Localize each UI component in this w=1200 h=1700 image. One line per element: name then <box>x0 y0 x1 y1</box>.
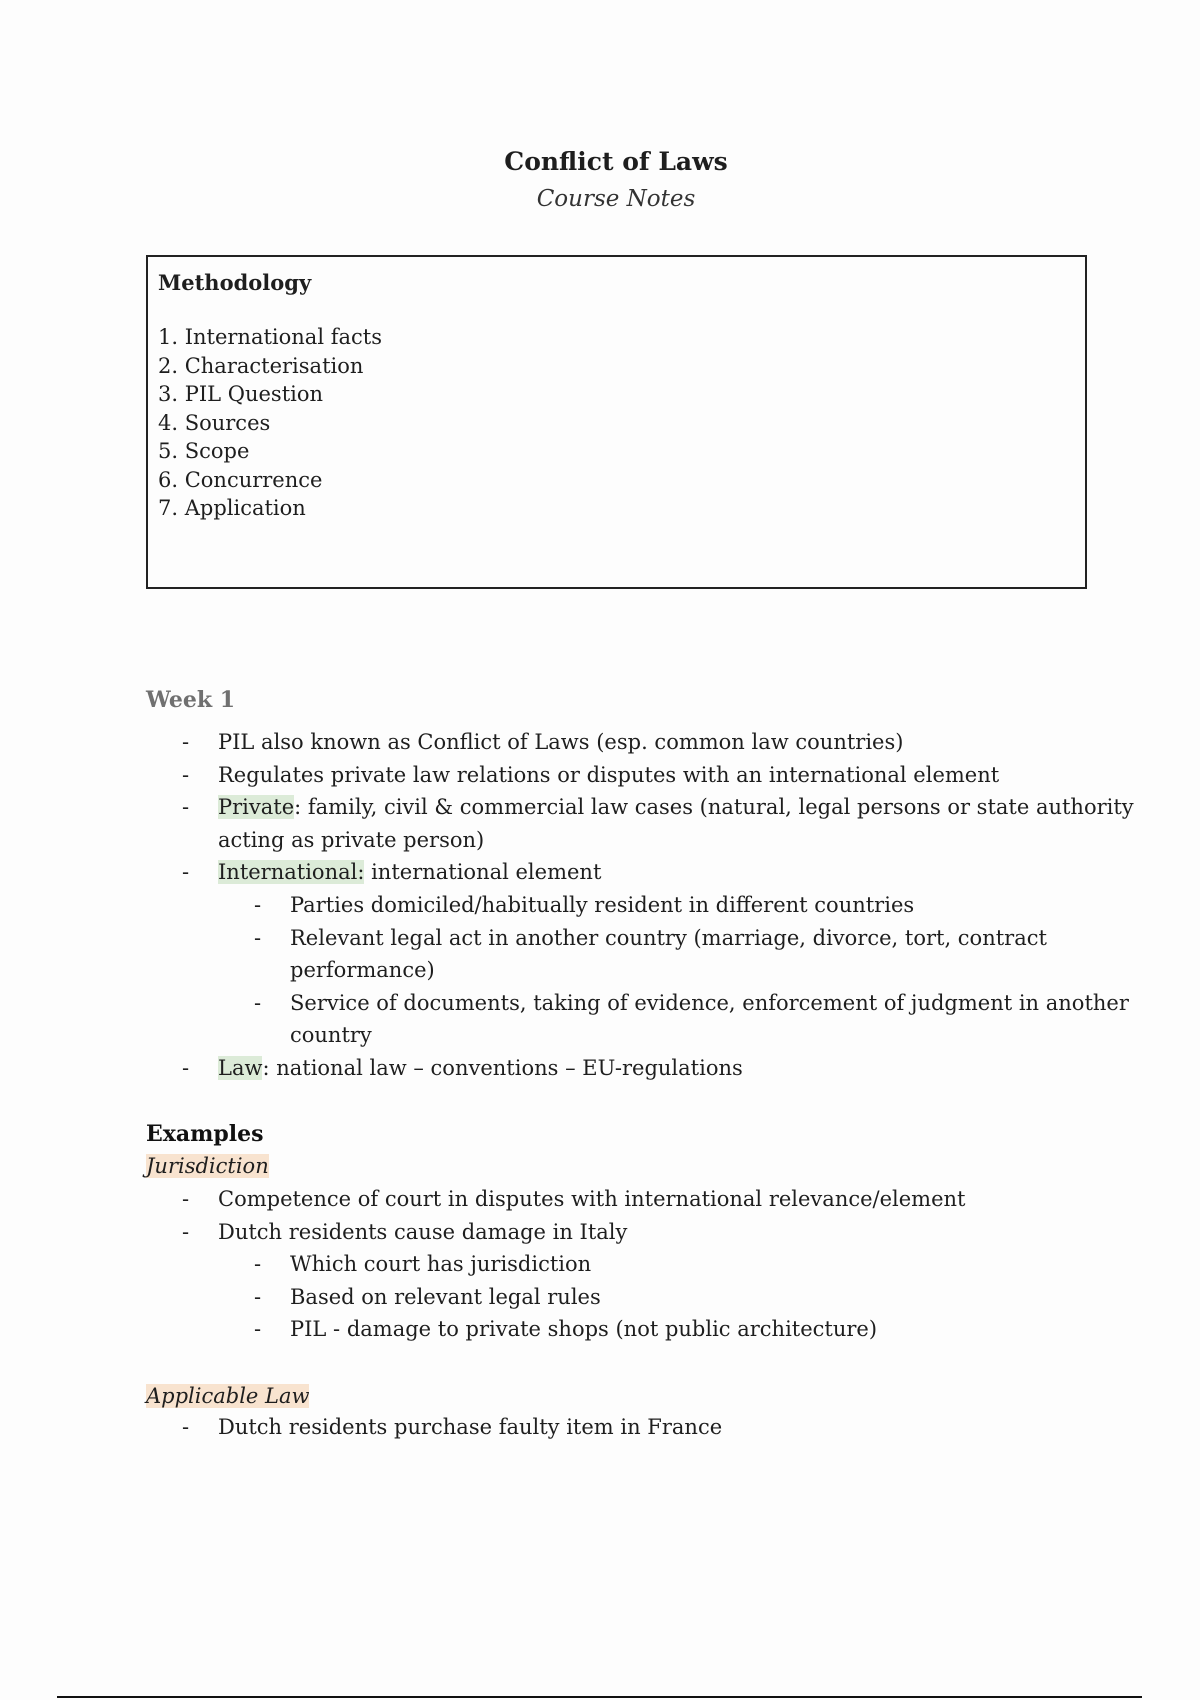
document-subtitle: Course Notes <box>536 186 696 212</box>
highlighted-term: International: <box>218 860 365 885</box>
list-item-text: Service of documents, taking of evidence, enforcement of judgment in another country <box>290 990 1129 1048</box>
list-item-text: Regulates private law relations or disputes with an international element <box>218 762 1000 787</box>
jurisdiction-heading-text: Jurisdiction <box>146 1154 269 1178</box>
list-item <box>146 1052 1146 1085</box>
methodology-item: 5. Scope <box>158 439 250 463</box>
methodology-item: 7. Application <box>158 496 306 520</box>
bullet-dash: - <box>254 925 262 950</box>
methodology-list <box>158 323 1085 523</box>
list-item <box>146 1183 1146 1216</box>
list-item-text: Based on relevant legal rules <box>290 1284 601 1309</box>
list-item-text: : family, civil & commercial law cases (natural, legal persons or state authority acting as private person) <box>218 795 1134 852</box>
list-item-text: Parties domiciled/habitually resident in different countries <box>290 892 915 917</box>
list-item-text: Competence of court in disputes with international relevance/element <box>218 1187 966 1211</box>
examples-heading: Examples <box>146 1121 264 1147</box>
methodology-heading: Methodology <box>158 270 312 295</box>
bullet-dash: - <box>254 1252 262 1277</box>
list-item <box>146 726 1146 759</box>
methodology-item: 6. Concurrence <box>158 467 323 492</box>
bullet-dash: - <box>254 1284 262 1309</box>
list-item <box>146 1216 1146 1249</box>
bullet-dash: - <box>182 795 190 820</box>
bullet-dash: - <box>182 730 190 754</box>
bullet-dash: - <box>182 860 190 885</box>
bullet-dash: - <box>254 892 262 917</box>
list-item-text: Which court has jurisdiction <box>290 1252 592 1277</box>
list-item-nested <box>146 1313 1146 1346</box>
bullet-dash: - <box>182 1219 190 1244</box>
bullet-dash: - <box>254 1317 262 1342</box>
list-item-nested <box>146 1248 1146 1281</box>
bullet-dash: - <box>182 1187 190 1211</box>
page-bottom-rule <box>57 1696 1142 1698</box>
list-item-text: PIL also known as Conflict of Laws (esp. common law countries) <box>218 730 904 754</box>
jurisdiction-list <box>146 1183 1146 1346</box>
list-item-text: Relevant legal act in another country (marriage, divorce, tort, contract performance) <box>290 925 1047 983</box>
list-item-nested <box>146 987 1146 1052</box>
week-1-heading: Week 1 <box>146 687 236 713</box>
list-item-text: : national law – conventions – EU-regulations <box>262 1055 743 1080</box>
list-item-nested <box>146 1281 1146 1314</box>
bullet-dash: - <box>254 990 262 1015</box>
list-item-nested <box>146 922 1146 987</box>
list-item-text: Dutch residents cause damage in Italy <box>218 1219 628 1244</box>
methodology-item: 2. Characterisation <box>158 353 364 378</box>
highlighted-term: Private <box>218 795 295 820</box>
methodology-item: 4. Sources <box>158 410 271 435</box>
week-1-list <box>146 726 1146 1085</box>
list-item-nested <box>146 889 1146 922</box>
applicable-law-heading <box>146 1381 1146 1411</box>
bullet-dash: - <box>182 1415 190 1439</box>
applicable-law-list <box>146 1411 1146 1444</box>
list-item-text: PIL - damage to private shops (not public architecture) <box>290 1317 878 1342</box>
bullet-dash: - <box>182 1055 190 1080</box>
methodology-item: 3. PIL Question <box>158 382 324 406</box>
methodology-box <box>146 255 1087 589</box>
list-item-text: Dutch residents purchase faulty item in France <box>218 1415 723 1439</box>
highlighted-term: Law <box>218 1055 263 1080</box>
document-title: Conflict of Laws <box>504 147 728 176</box>
list-item <box>146 791 1146 856</box>
list-item-text: international element <box>364 860 602 885</box>
applicable-law-heading-text: Applicable Law <box>146 1384 310 1408</box>
list-item <box>146 1411 1146 1444</box>
methodology-item: 1. International facts <box>158 325 382 349</box>
list-item <box>146 759 1146 792</box>
list-item <box>146 856 1146 889</box>
bullet-dash: - <box>182 762 190 787</box>
jurisdiction-heading <box>146 1151 1146 1181</box>
